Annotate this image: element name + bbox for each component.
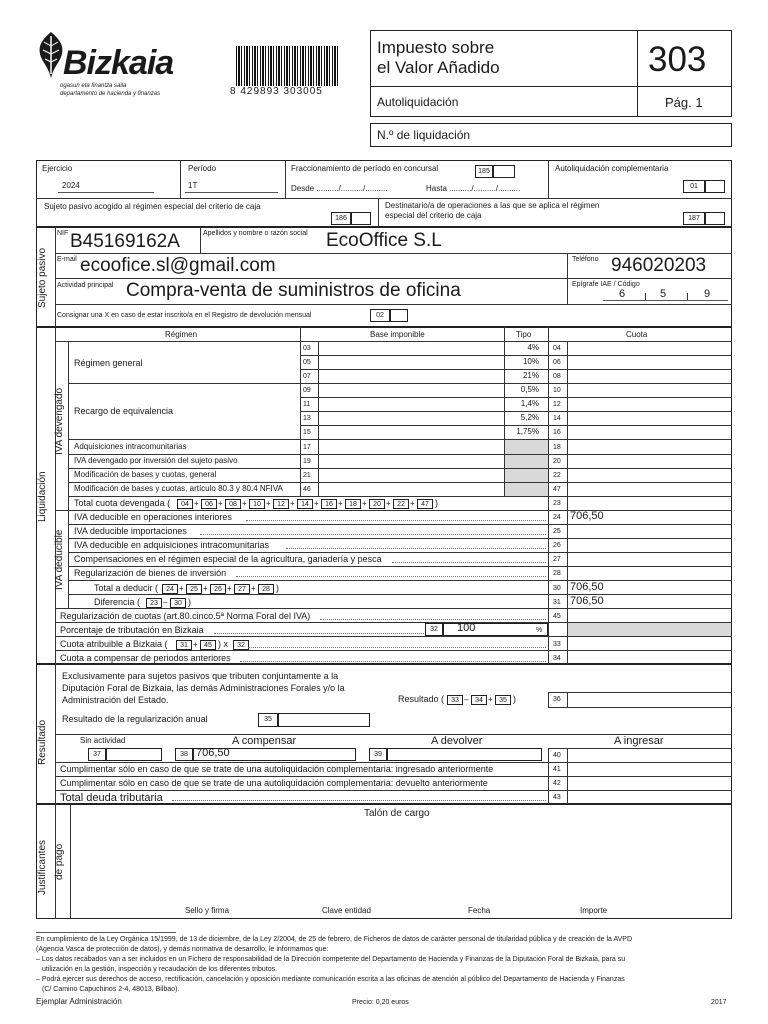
a-compensar-label: A compensar xyxy=(232,735,297,747)
formula-box: 04 xyxy=(177,499,193,509)
regimen-general-label: Régimen general xyxy=(74,358,143,368)
name-value[interactable]: EcoOffice S.L xyxy=(326,230,442,251)
pago-block xyxy=(36,804,732,919)
ejemplar-label: Ejemplar Administración xyxy=(36,997,122,1006)
fracc-label: Fraccionamiento de período en concursal xyxy=(291,164,439,173)
ejercicio-label: Ejercicio xyxy=(42,164,73,173)
cuota-field[interactable] xyxy=(568,356,730,368)
tipo-value: 1,75% xyxy=(516,427,539,436)
regularizacion-code: 45 xyxy=(553,613,561,620)
deducible-label: Regularización de bienes de inversión xyxy=(74,568,227,578)
formula-box: 18 xyxy=(345,499,361,509)
deducible-code: 24 xyxy=(553,514,561,521)
formula-sign: + xyxy=(193,640,198,649)
deducible-section-label: IVA deducible xyxy=(54,529,65,590)
total-deducir-label: Total a deducir ( xyxy=(94,583,159,593)
resultado-code: 36 xyxy=(553,696,561,703)
porcentaje-code: 32 xyxy=(425,623,443,636)
liquidacion-section-label: Liquidación xyxy=(37,471,48,522)
porcentaje-value[interactable]: 100 xyxy=(457,622,476,634)
formula-close: ) xyxy=(188,597,191,607)
cuota-code: 14 xyxy=(553,415,561,422)
dot-leader xyxy=(286,548,546,549)
desde-label: Desde ........../........../.......... xyxy=(291,184,388,193)
total-deuda-code: 43 xyxy=(553,794,561,801)
dot-leader xyxy=(392,562,546,563)
formula-box: 16 xyxy=(321,499,337,509)
row-divider xyxy=(68,524,732,525)
base-field[interactable] xyxy=(319,384,503,396)
formula-box: 08 xyxy=(225,499,241,509)
base-code: 19 xyxy=(303,458,311,465)
deducible-label: Compensaciones en el régimen especial de la agricultura, ganadería y pesca xyxy=(74,554,382,564)
formula-sign: – xyxy=(464,695,469,704)
periodo-label: Período xyxy=(188,164,217,173)
sello-label: Sello y firma xyxy=(185,906,230,915)
total-devengada-label: Total cuota devengada ( xyxy=(74,498,171,508)
devolucion-code: 02 xyxy=(370,309,390,322)
title-line1: Impuesto sobre xyxy=(377,38,495,57)
col-regimen: Régimen xyxy=(165,330,198,339)
legal-line6: (C/ Camino Capuchinos 2-4, 48013, Bilbao). xyxy=(42,986,180,993)
compl-ingresado-label: Cumplimentar sólo en caso de que se trate de una autoliquidación complementaria: ingresado anteriormente xyxy=(60,764,494,774)
deducible-label: IVA deducible en operaciones interiores xyxy=(74,512,232,522)
pago-section-label1: Justificantes xyxy=(37,839,48,895)
formula-sign: + xyxy=(194,499,199,508)
total-deuda-label: Total deuda tributaria xyxy=(60,792,163,804)
pago-section-label2: de pago xyxy=(54,843,65,880)
cuota-field[interactable] xyxy=(568,412,730,424)
deducible-label: IVA deducible en adquisiciones intracomunitarias xyxy=(74,540,269,550)
base-code: 09 xyxy=(303,387,311,394)
formula-sign: + xyxy=(362,499,367,508)
base-code: 13 xyxy=(303,415,311,422)
total-deducir-code: 30 xyxy=(553,585,561,592)
formula-sign: + xyxy=(227,584,232,593)
logo-leaf-icon xyxy=(36,30,66,80)
a-compensar-code: 38 xyxy=(175,748,193,761)
activity-label: Actividad principal xyxy=(57,282,114,289)
cuota-code: 20 xyxy=(553,458,561,465)
compl-devuelto-label: Cumplimentar sólo en caso de que se trate de una autoliquidación complementaria: devuelto anteriormente xyxy=(60,778,488,788)
devolucion-checkbox[interactable] xyxy=(390,309,408,322)
dot-leader xyxy=(246,520,546,521)
base-field[interactable] xyxy=(319,455,503,467)
formula-close: ) xyxy=(276,583,279,593)
base-code: 21 xyxy=(303,472,311,479)
formula-box: 26 xyxy=(210,584,226,594)
dest-label2: especial del criterio de caja xyxy=(385,211,482,220)
base-field[interactable] xyxy=(319,412,503,424)
formula-box: 24 xyxy=(162,584,178,594)
formula-box: 06 xyxy=(201,499,217,509)
a-compensar-value[interactable]: 706,50 xyxy=(196,747,230,759)
compensar-label: Cuota a compensar de periodos anteriores xyxy=(60,653,231,663)
tipo-value: 4% xyxy=(527,343,539,352)
compensar-code: 34 xyxy=(553,655,561,662)
formula-box: 27 xyxy=(234,584,250,594)
periodo-value[interactable]: 1T xyxy=(188,181,198,190)
cuota-field[interactable] xyxy=(568,469,730,481)
base-code: 17 xyxy=(303,444,311,451)
row-divider xyxy=(68,566,732,567)
formula-box: 12 xyxy=(273,499,289,509)
phone-value[interactable]: 946020203 xyxy=(611,255,707,276)
formula-sign: + xyxy=(488,695,493,704)
cuota-code: 08 xyxy=(553,373,561,380)
conjunta-text1: Exclusivamente para sujetos pasivos que tributen conjuntamente a la xyxy=(62,671,339,681)
formula-close: ) xyxy=(435,498,438,508)
hasta-label: Hasta ........../........../.......... xyxy=(426,184,521,193)
base-field[interactable] xyxy=(319,370,503,382)
cuota-field[interactable] xyxy=(568,426,730,438)
conjunta-text3: Administración del Estado. xyxy=(62,695,169,705)
base-code: 07 xyxy=(303,373,311,380)
barcode-number: 8 429893 303005 xyxy=(230,86,323,97)
cuota-code: 22 xyxy=(553,472,561,479)
talon-label: Talón de cargo xyxy=(364,808,430,819)
dot-leader xyxy=(236,576,546,577)
base-field[interactable] xyxy=(319,483,503,495)
activity-value[interactable]: Compra-venta de suministros de oficina xyxy=(126,280,461,301)
legal-line4: utilización en la gestión, inspección y recaudación de los diferentes tributos. xyxy=(42,966,278,973)
cuota-code: 04 xyxy=(553,345,561,352)
total-deducir-value[interactable]: 706,50 xyxy=(570,581,604,593)
complementaria-label: Autoliquidación complementaria xyxy=(555,164,669,173)
dest-checkbox[interactable] xyxy=(705,212,725,225)
base-field[interactable] xyxy=(319,356,503,368)
tipo-value: 5,2% xyxy=(520,413,539,422)
base-field[interactable] xyxy=(319,469,503,481)
row-label: IVA devengado por inversión del sujeto pasivo xyxy=(74,456,238,465)
formula-close: ) x xyxy=(218,639,228,649)
formula-box: 28 xyxy=(258,584,274,594)
formula-sign: + xyxy=(179,584,184,593)
row-label: Adquisiciones intracomunitarias xyxy=(74,442,187,451)
cuota-field[interactable] xyxy=(568,384,730,396)
cuota-code: 16 xyxy=(553,429,561,436)
compl-devuelto-code: 42 xyxy=(553,780,561,787)
cuota-field[interactable] xyxy=(568,342,730,354)
legal-line2: (Agencia Vasca de protección de datos), y demás normativa de desarrollo, le informamos que: xyxy=(36,946,329,953)
porcentaje-label: Porcentaje de tributación en Bizkaia xyxy=(60,625,204,635)
logo xyxy=(36,30,206,100)
deducible-code: 26 xyxy=(553,542,561,549)
legal-line5: – Podrá ejercer sus derechos de acceso, rectificación, cancelación y oposición mediante comunicación escrita a las oficinas de atención al público del Departamento de Hacienda y Finanzas xyxy=(36,976,625,983)
deducible-code: 27 xyxy=(553,556,561,563)
cuota-code: 12 xyxy=(553,401,561,408)
clave-label: Clave entidad xyxy=(322,906,371,915)
cuota-field[interactable] xyxy=(568,441,730,453)
a-devolver-label: A devolver xyxy=(431,735,483,747)
col-cuota: Cuota xyxy=(626,330,648,339)
devolucion-label: Consignar una X en caso de estar inscrito/a en el Registro de devolución mensual xyxy=(57,312,312,319)
page-number: Pág. 1 xyxy=(665,95,703,110)
formula-box: 45 xyxy=(200,640,216,650)
cuota-bizkaia-code: 33 xyxy=(553,641,561,648)
formula-box: 23 xyxy=(146,598,162,608)
name-label: Apellidos y nombre o razón social xyxy=(203,230,308,237)
formula-box: 25 xyxy=(186,584,202,594)
base-code: 03 xyxy=(303,345,311,352)
cuota-field[interactable] xyxy=(568,455,730,467)
formula-box: 22 xyxy=(393,499,409,509)
base-code: 15 xyxy=(303,429,311,436)
nif-value[interactable]: B45169162A xyxy=(70,231,180,252)
formula-box: 32 xyxy=(233,640,249,650)
precio-label: Precio: 0,20 euros xyxy=(352,999,409,1006)
base-field[interactable] xyxy=(319,441,503,453)
a-ingresar-label: A ingresar xyxy=(614,735,664,747)
complementaria-code: 01 xyxy=(683,180,705,193)
regularizacion-anual-label: Resultado de la regularización anual xyxy=(62,714,208,724)
cuota-code: 06 xyxy=(553,359,561,366)
iae-label: Epígrafe IAE / Código xyxy=(572,281,640,288)
logo-sub1: ogasun eta finantza saila xyxy=(60,83,127,89)
caja-code: 186 xyxy=(331,212,351,225)
formula-box: 34 xyxy=(471,695,487,705)
iae-digit-1[interactable]: 6 xyxy=(619,288,626,300)
deducible-code: 25 xyxy=(553,528,561,535)
fracc-checkbox[interactable] xyxy=(493,165,515,178)
row-label: Modificación de bases y cuotas, general xyxy=(74,470,217,479)
deducible-value[interactable]: 706,50 xyxy=(570,510,604,522)
row-divider xyxy=(68,538,732,539)
dest-label1: Destinatario/a de operaciones a las que se aplica el régimen xyxy=(385,201,600,210)
formula-box: 31 xyxy=(176,640,192,650)
sujeto-section-label: Sujeto pasivo xyxy=(37,247,48,308)
email-label: E-mail xyxy=(57,256,77,263)
cuota-code: 10 xyxy=(553,387,561,394)
dest-code: 187 xyxy=(683,212,705,225)
tipo-value: 0,5% xyxy=(520,385,539,394)
regularizacion-anual-field[interactable] xyxy=(278,713,370,727)
iae-digit-2[interactable]: 5 xyxy=(660,288,667,300)
a-ingresar-code: 40 xyxy=(553,752,561,759)
col-tipo: Tipo xyxy=(516,330,532,339)
formula-sign: + xyxy=(203,584,208,593)
formula-box: 10 xyxy=(249,499,265,509)
subtitle: Autoliquidación xyxy=(377,95,459,109)
col-base: Base imponible xyxy=(370,330,425,339)
formula-box: 47 xyxy=(417,499,433,509)
caja-label: Sujeto pasivo acogido al régimen especial del criterio de caja xyxy=(44,202,261,211)
recargo-label: Recargo de equivalencia xyxy=(74,406,174,416)
base-field[interactable] xyxy=(319,342,503,354)
phone-label: Teléfono xyxy=(572,256,599,263)
sin-actividad-code: 37 xyxy=(88,748,106,761)
legal-line1: En cumplimiento de la Ley Orgánica 15/1999, de 13 de diciembre, de la Ley 2/2004, de 25 de febrero, de Ficheros de datos de carácter personal de titularidad pública y de creación de la AVPD xyxy=(36,936,633,943)
fecha-label: Fecha xyxy=(468,906,491,915)
cuota-field[interactable] xyxy=(568,483,730,495)
formula-box: 20 xyxy=(369,499,385,509)
formula-sign: – xyxy=(163,598,168,607)
resultado-label: Resultado ( xyxy=(398,694,445,704)
formula-sign: + xyxy=(290,499,295,508)
total-devengada-code: 23 xyxy=(553,500,561,507)
deducible-label: IVA deducible importaciones xyxy=(74,526,187,536)
cuota-field[interactable] xyxy=(568,398,730,410)
logo-sub2: departamento de hacienda y finanzas xyxy=(60,91,161,97)
importe-label: Importe xyxy=(580,906,608,915)
formula-sign: + xyxy=(338,499,343,508)
formula-sign: + xyxy=(314,499,319,508)
formula-box: 14 xyxy=(297,499,313,509)
diferencia-code: 31 xyxy=(553,599,561,606)
resultado-section-label: Resultado xyxy=(37,719,48,765)
deducible-code: 28 xyxy=(553,570,561,577)
formula-sign: + xyxy=(251,584,256,593)
regularizacion-anual-code: 35 xyxy=(258,713,278,727)
a-devolver-field[interactable] xyxy=(387,748,542,761)
model-number: 303 xyxy=(648,40,707,79)
formula-box: 30 xyxy=(170,598,186,608)
formula-box: 35 xyxy=(495,695,511,705)
formula-box: 33 xyxy=(447,695,463,705)
caja-checkbox[interactable] xyxy=(351,212,371,225)
formula-sign: + xyxy=(218,499,223,508)
fracc-code: 185 xyxy=(475,165,493,178)
cuota-field[interactable] xyxy=(568,370,730,382)
cuota-code: 18 xyxy=(553,444,561,451)
sin-actividad-label: Sin actividad xyxy=(80,736,126,745)
legal-line3: – Los datos recabados van a ser incluidos en un Fichero de responsabilidad de la Dirección competente del Departamento de Hacienda y Finanzas de la Diputación Foral de Bizkaia, para su xyxy=(36,956,626,963)
formula-sign: + xyxy=(410,499,415,508)
dot-leader xyxy=(200,534,546,535)
formula-sign: + xyxy=(386,499,391,508)
title-line2: el Valor Añadido xyxy=(377,58,500,77)
diferencia-value[interactable]: 706,50 xyxy=(570,595,604,607)
compl-ingresado-code: 41 xyxy=(553,766,561,773)
cuota-code: 47 xyxy=(553,486,561,493)
row-label: Modificación de bases y cuotas, artículo 80.3 y 80.4 NFIVA xyxy=(74,484,283,493)
ejercicio-value[interactable]: 2024 xyxy=(62,181,80,190)
tipo-value: 10% xyxy=(522,357,539,366)
diferencia-label: Diferencia ( xyxy=(94,597,141,607)
cuota-bizkaia-label: Cuota atribuible a Bizkaia ( xyxy=(60,639,168,649)
tipo-value: 1,4% xyxy=(520,399,539,408)
complementaria-checkbox[interactable] xyxy=(705,180,725,193)
formula-sign: + xyxy=(266,499,271,508)
base-code: 05 xyxy=(303,359,311,366)
email-value[interactable]: ecoofice.sl@gmail.com xyxy=(80,255,276,276)
formula-sign: + xyxy=(242,499,247,508)
row-divider xyxy=(68,552,732,553)
settlement-no-label: N.º de liquidación xyxy=(377,128,471,142)
logo-text: Bizkaia xyxy=(63,44,174,82)
iae-digit-3[interactable]: 9 xyxy=(704,288,711,300)
porcentaje-unit: % xyxy=(536,627,543,634)
formula-close: ) xyxy=(513,694,516,704)
base-field[interactable] xyxy=(319,426,503,438)
base-code: 46 xyxy=(303,486,311,493)
conjunta-text2: Diputación Foral de Bizkaia, las demás Administraciones Forales y/o la xyxy=(62,683,345,693)
base-field[interactable] xyxy=(319,398,503,410)
barcode xyxy=(236,46,340,86)
a-devolver-code: 39 xyxy=(369,748,387,761)
devengado-section-label: IVA devengado xyxy=(54,387,65,455)
sin-actividad-checkbox[interactable] xyxy=(106,748,162,761)
base-code: 11 xyxy=(303,401,311,408)
regularizacion-label: Regularización de cuotas (art.80.cinco.5ª Norma Foral del IVA) xyxy=(60,611,311,621)
nif-label: NIF xyxy=(57,230,69,237)
year-label: 2017 xyxy=(711,999,727,1006)
tipo-value: 21% xyxy=(522,371,539,380)
